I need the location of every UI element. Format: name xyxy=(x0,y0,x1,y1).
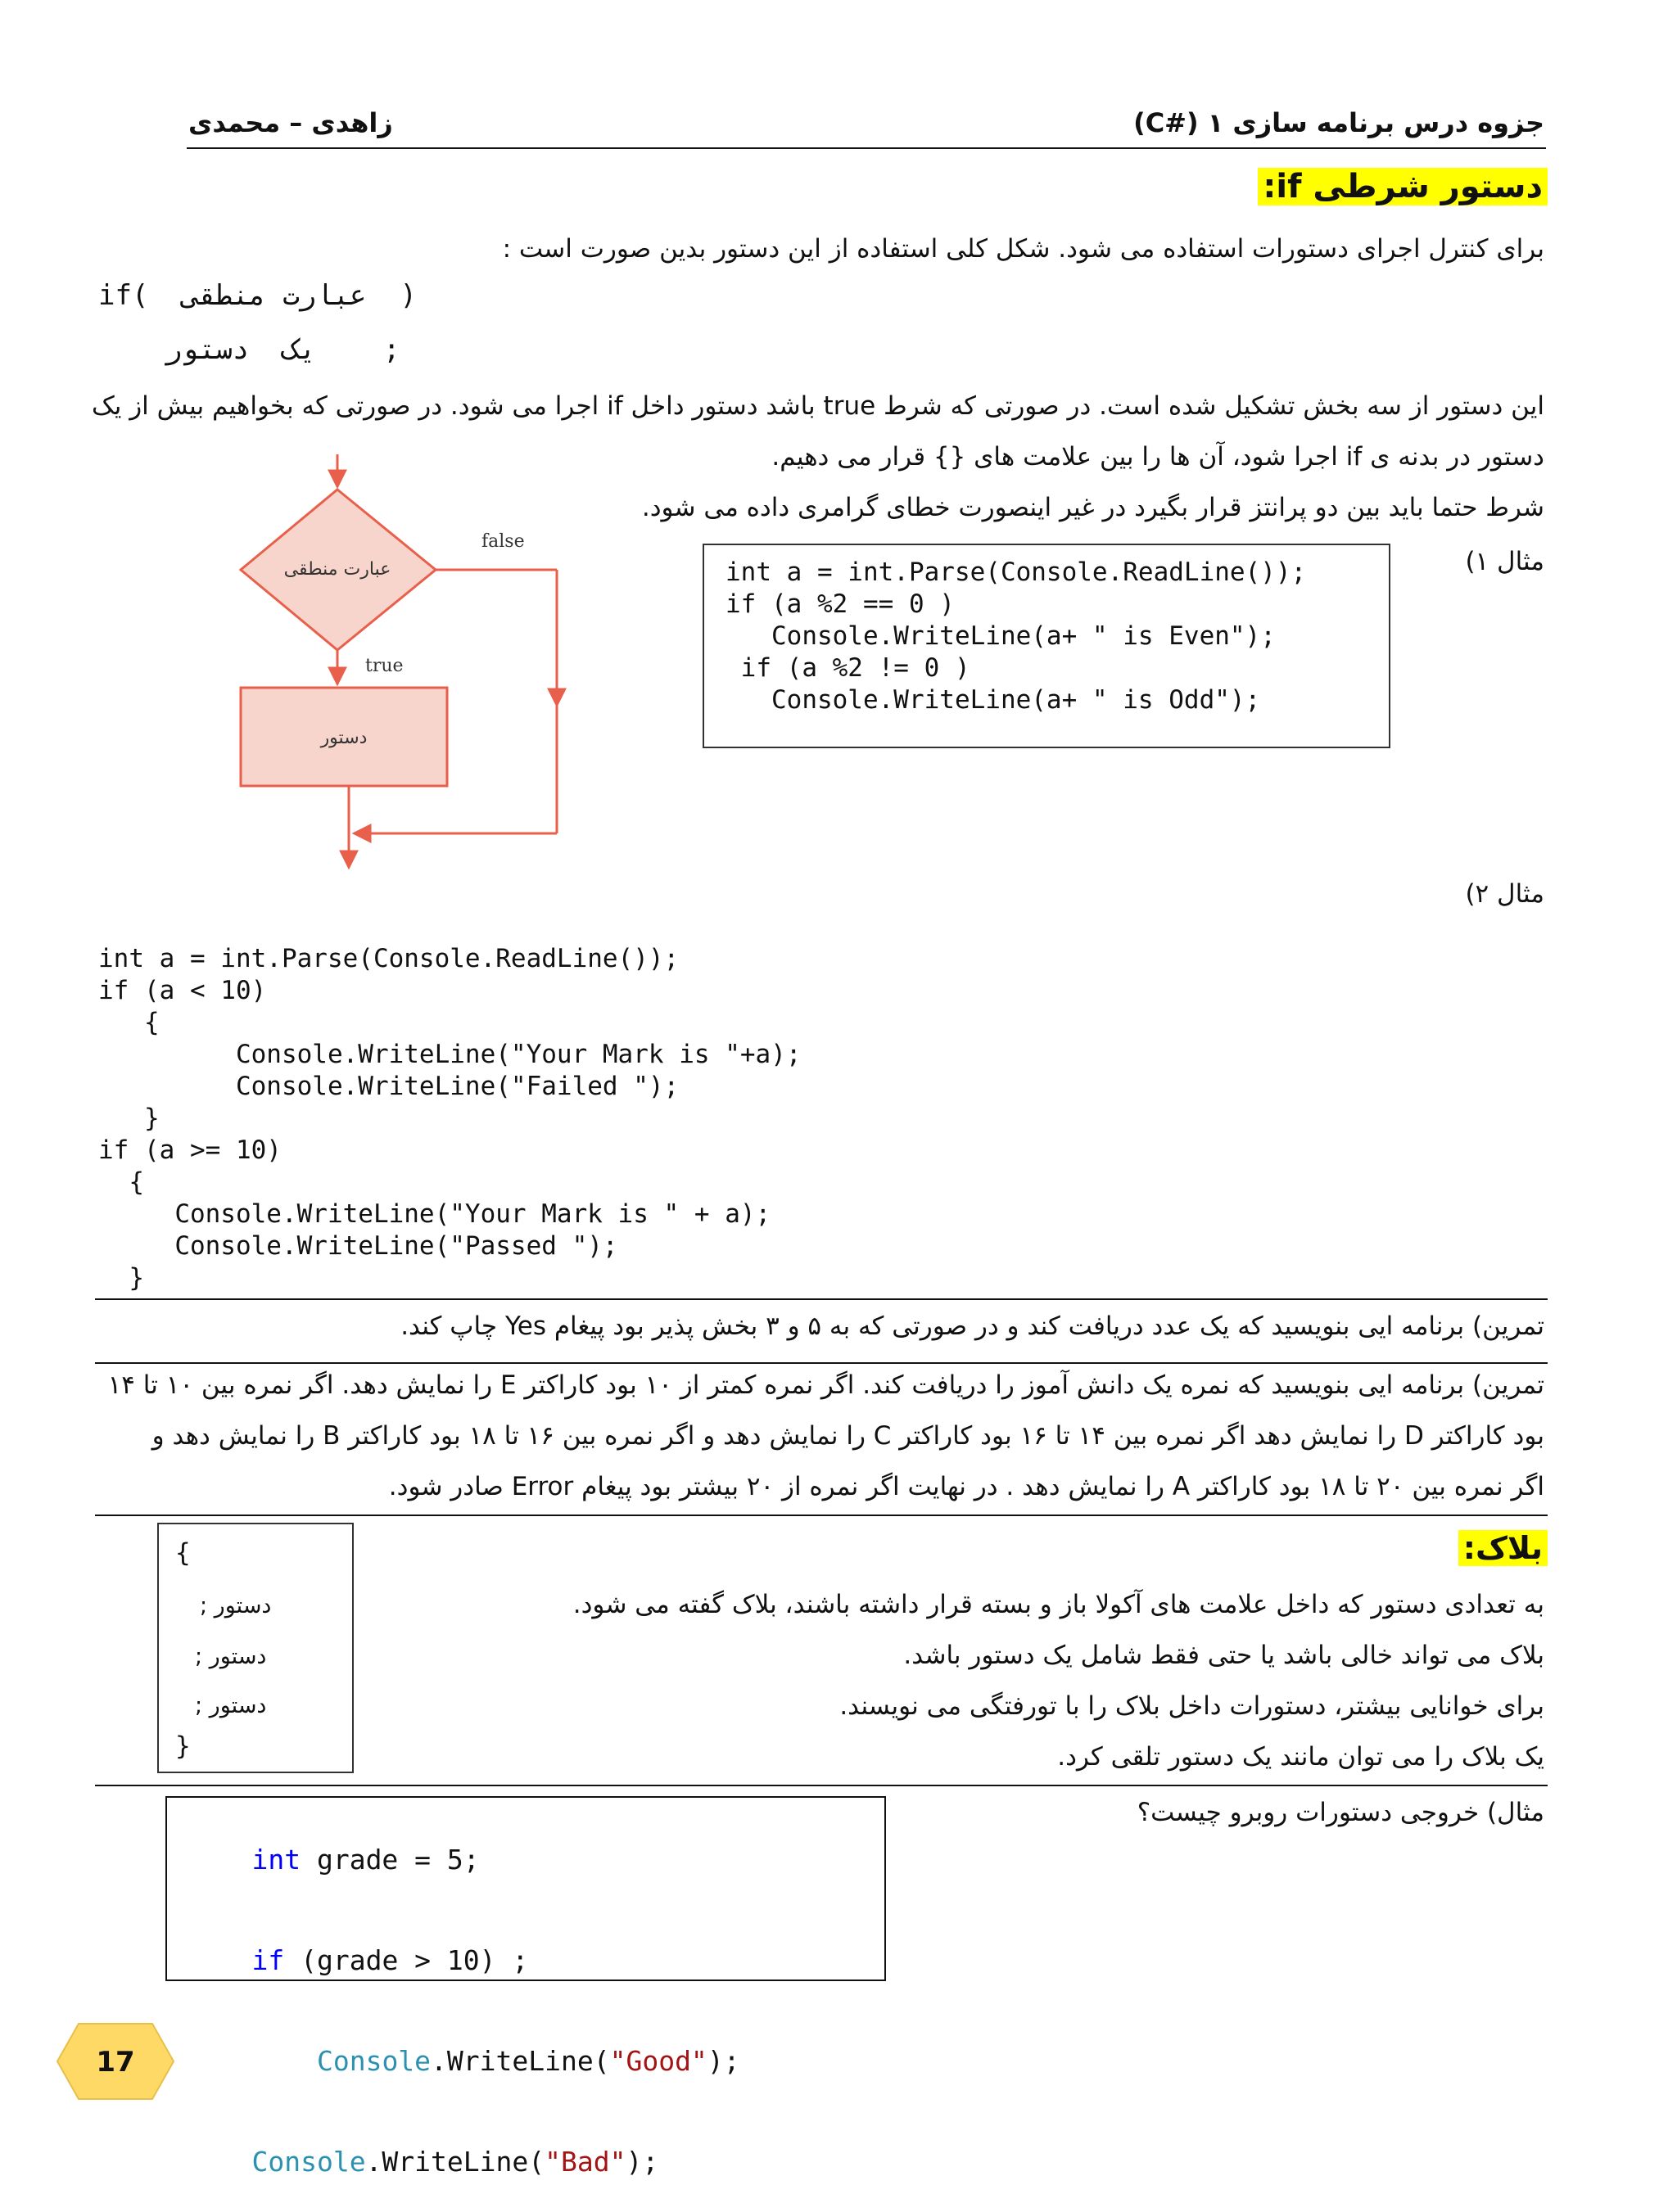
if-flowchart xyxy=(229,450,590,876)
example1-code-box xyxy=(703,544,1390,748)
if-para2: شرط حتما باید بین دو پرانتز قرار بگیرد در غیر اینصورت خطای گرامری داده می شود. xyxy=(641,493,1544,522)
block-illustration-box xyxy=(157,1523,354,1773)
divider xyxy=(95,1785,1548,1786)
code-line: Console.WriteLine(a+ " is Odd"); xyxy=(725,685,1261,715)
code-line: Console.WriteLine("Your Mark is " + a); xyxy=(98,1199,771,1229)
code-line: } xyxy=(98,1263,144,1293)
code-line: { xyxy=(98,1008,160,1037)
block-stmt: دستور ; xyxy=(195,1644,267,1669)
block-line4: یک بلاک را می توان مانند یک دستور تلقی کرد. xyxy=(1057,1742,1544,1772)
header-authors: زاهدی – محمدی xyxy=(188,107,393,138)
exercise2-line2: بود کاراکتر D را نمایش دهد اگر نمره بین ۱۴ تا ۱۶ بود کاراکتر C را نمایش دهد و اگر نمره بین ۱۶ تا ۱۸ بود کاراکتر B را نمایش دهد و xyxy=(151,1421,1544,1451)
exercise2-line1: تمرین) برنامه ایی بنویسید که نمره یک دانش آموز را دریافت کند. اگر نمره کمتر از ۱۰ بود کاراکتر E را نمایش دهد. اگر نمره بین ۱۰ تا ۱۴ xyxy=(107,1370,1544,1400)
code-line: if (a >= 10) xyxy=(98,1135,282,1165)
decision-label: عبارت منطقی xyxy=(283,559,391,580)
example3-question: مثال) خروجی دستورات روبرو چیست؟ xyxy=(1137,1798,1544,1827)
block-stmt: دستور ; xyxy=(200,1593,272,1618)
block-close-brace: } xyxy=(175,1731,191,1761)
false-label: false xyxy=(481,531,525,552)
code-line: Console.WriteLine("Failed "); xyxy=(98,1072,680,1101)
code-line: } xyxy=(98,1104,160,1133)
block-open-brace: { xyxy=(175,1538,191,1568)
code-line: if (a < 10) xyxy=(98,976,267,1005)
exercise1-text: تمرین) برنامه ایی بنویسید که یک عدد دریافت کند و در صورتی که به ۵ و ۳ بخش پذیر بود پیغام Yes چاپ کند. xyxy=(400,1311,1544,1341)
code-text: ); xyxy=(707,2045,740,2077)
block-line2: بلاک می تواند خالی باشد یا حتی فقط شامل یک دستور باشد. xyxy=(903,1641,1544,1670)
if-syntax-line1: if( عبارت منطقی ) xyxy=(98,279,417,312)
exercise2-line3: اگر نمره بین ۲۰ تا ۱۸ بود کاراکتر A را نمایش دهد . در نهایت اگر نمره از ۲۰ بیشتر بود پیغام Error صادر شود. xyxy=(388,1472,1544,1501)
code-text: .WriteLine( xyxy=(365,2146,545,2178)
code-line: if (a %2 != 0 ) xyxy=(725,653,970,683)
code-keyword: if xyxy=(251,1944,285,1976)
divider xyxy=(95,1515,1548,1516)
code-line: Console.WriteLine("Your Mark is "+a); xyxy=(98,1040,802,1069)
block-line1: به تعدادی دستور که داخل علامت های آکولا باز و بسته قرار داشته باشند، بلاک گفته می شود. xyxy=(572,1590,1544,1619)
if-syntax-line2: یک دستور ; xyxy=(98,333,400,366)
true-label: true xyxy=(365,656,404,676)
block-stmt: دستور ; xyxy=(195,1693,267,1718)
divider xyxy=(95,1298,1548,1300)
header-rule xyxy=(187,147,1546,149)
code-line: { xyxy=(98,1167,144,1197)
code-line: int a = int.Parse(Console.ReadLine()); xyxy=(98,944,680,973)
code-text: (grade > 10) ; xyxy=(284,1944,529,1976)
code-line: int a = int.Parse(Console.ReadLine()); xyxy=(725,558,1307,587)
if-para1-line1: این دستور از سه بخش تشکیل شده است. در صورتی که شرط true باشد دستور داخل if اجرا می شود. در صورتی که بخواهیم بیش از یک xyxy=(91,391,1544,421)
divider xyxy=(95,1362,1548,1364)
example2-code xyxy=(98,943,802,1294)
code-class: Console xyxy=(251,2146,366,2178)
example1-label: مثال ۱) xyxy=(1465,547,1544,576)
code-text: ); xyxy=(626,2146,659,2178)
statement-label: دستور xyxy=(320,728,368,748)
code-class: Console xyxy=(316,2045,432,2077)
if-section-heading: دستور شرطی if: xyxy=(1258,162,1548,211)
code-line: Console.WriteLine("Passed "); xyxy=(98,1231,618,1261)
code-line: Console.WriteLine(a+ " is Even"); xyxy=(725,621,1276,651)
code-line xyxy=(187,2011,865,2111)
code-string: "Good" xyxy=(609,2045,707,2077)
code-line xyxy=(187,2111,865,2212)
block-section-heading: بلاک: xyxy=(1458,1524,1548,1572)
code-text: grade = 5; xyxy=(301,1844,480,1876)
code-text: .WriteLine( xyxy=(431,2045,610,2077)
page-number-badge xyxy=(54,2020,177,2102)
if-para1-line2: دستور در بدنه ی if اجرا شود، آن ها را بین علامت های {} قرار می دهیم. xyxy=(771,442,1544,472)
code-keyword: int xyxy=(251,1844,301,1876)
code-string: "Bad" xyxy=(545,2146,626,2178)
code-indent xyxy=(251,2045,316,2077)
page-number: 17 xyxy=(96,2046,135,2079)
code-line xyxy=(187,1910,865,2011)
example2-label: مثال ۲) xyxy=(1465,879,1544,909)
example3-code-box xyxy=(165,1796,886,2178)
header-title: جزوه درس برنامه سازی ۱ (#C) xyxy=(1133,107,1544,138)
block-line3: برای خوانایی بیشتر، دستورات داخل بلاک را با تورفتگی می نویسند. xyxy=(839,1691,1544,1721)
code-line xyxy=(187,1809,865,1910)
code-line: if (a %2 == 0 ) xyxy=(725,589,955,619)
if-intro: برای کنترل اجرای دستورات استفاده می شود. شکل کلی استفاده از این دستور بدین صورت است : xyxy=(502,234,1544,264)
